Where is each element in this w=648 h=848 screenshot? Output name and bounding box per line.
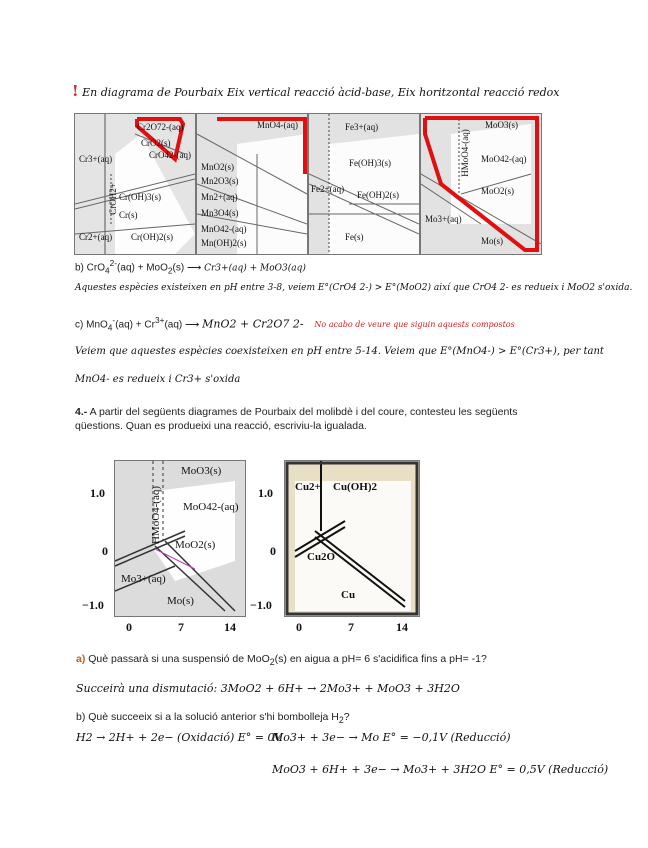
label-cr-s: Cr(s) [119,210,138,220]
question-a-sub: 2 [269,657,275,668]
label-hmoo4: HMoO4-(aq) [459,129,470,177]
part-c-label: c) MnO [75,319,108,331]
label-mo-s: Mo(s) [481,236,503,246]
question-a-label: a) [76,653,86,665]
label-cr2: Cr2+(aq) [79,232,113,242]
part-b-rest2: (s) ⟶ [172,262,202,274]
mid-label-cu2o: Cu2O [307,551,336,563]
part-c-sub1: 4 [107,322,113,333]
label-moo2: MoO2(s) [481,186,514,196]
chromium-pourbaix [74,113,196,255]
cu-xtick-0: 0 [296,620,302,634]
label-cr3: Cr3+(aq) [79,154,113,164]
label-mo3: Mo3+(aq) [425,214,462,224]
mid-label-mo-s: Mo(s) [167,595,194,607]
iron-pourbaix [308,113,420,255]
question-a-answer: Succeirà una dismutació: 3MoO2 + 6H+ → 2Mo3+ + MoO3 + 3H2O [76,682,460,695]
part-b-answer: Aquestes espècies existeixen en pH entre 3-8, veiem E°(CrO4 2-) > E°(MoO2) així que CrO4 2- es redueix i MoO2 s'oxida. [75,283,633,293]
mid-label-cu: Cu [341,589,356,601]
molybdenum-pourbaix [420,113,542,255]
label-mno2: MnO2(s) [201,162,234,172]
label-mnoh2: Mn(OH)2(s) [201,238,247,248]
question-a [76,653,487,667]
top-diagrams [74,113,542,255]
question-b-sub: 2 [338,715,344,726]
label-moo42: MoO42-(aq) [481,154,527,164]
label-croh3: Cr(OH)3(s) [119,192,161,202]
cu-xtick-14: 14 [396,620,408,634]
part-c-products: MnO2 + Cr2O7 2- [202,317,304,331]
part-b-label: b) CrO [75,262,105,274]
question-a-text: Què passarà si una suspensió de MoO [88,653,270,665]
mo-pourbaix [114,460,246,617]
part-b-reaction [75,258,306,275]
mid-label-cu2: Cu2+ [295,481,321,493]
label-feoh2: Fe(OH)2(s) [357,190,399,200]
question-b-text: Què succeeix si a la solució anterior s'hi bombolleja H [88,711,339,723]
part-b-sub2: 2 [167,265,173,276]
question-b-line2: MoO3 + 6H+ + 3e− → Mo3+ + 3H2O E° = 0,5V (Reducció) [272,763,609,776]
part-b-sup1: 2- [109,258,118,268]
label-fe3: Fe3+(aq) [345,122,379,132]
part-c-answer-line2: MnO4- es redueix i Cr3+ s'oxida [75,374,241,385]
mid-label-moo42: MoO42-(aq) [183,501,239,513]
mid-label-moo2: MoO2(s) [175,539,216,551]
label-fe-s: Fe(s) [345,232,364,242]
question4-text1: A partir del següents diagrames de Pourbaix del molibdè i del coure, contesteu les següents [89,406,518,418]
mo-ytick-1: 1.0 [90,486,105,500]
cu-ytick-1: 1.0 [258,486,273,500]
question-b [76,711,350,725]
part-b-sub1: 4 [105,265,110,276]
label-mno42: MnO42-(aq) [201,224,247,234]
part-c-note: No acabo de veure que siguin aquests compostos [314,320,515,330]
label-mn3o4: Mn3O4(s) [201,208,239,218]
part-c-reaction [75,315,515,332]
label-cr2o7: Cr2O72-(aq) [137,122,184,132]
label-moo3: MoO3(s) [485,120,518,130]
question4-line2: qüestions. Quan es produeixi una reacció, escriviu-la igualada. [75,420,367,432]
part-c-sup2: 3+ [154,315,165,325]
question-a-text2: (s) en aigua a pH= 6 s'acidifica fins a pH= -1? [274,653,487,665]
mo-xtick-14: 14 [224,620,236,634]
mid-label-hmoo4: HMoO4-(aq) [150,485,163,545]
label-feoh3: Fe(OH)3(s) [349,158,391,168]
question-b-text2: ? [343,711,350,723]
label-mn2o3: Mn2O3(s) [201,176,239,186]
part-b-rest: (aq) + MoO [117,262,168,274]
mid-label-moo3: MoO3(s) [181,465,222,477]
question-b-label: b) [76,711,86,723]
label-cro4: CrO42-(aq) [149,150,191,160]
cu-ytick-0: 0 [270,544,276,558]
cu-ytick-m1: −1.0 [250,598,272,612]
label-fe2: Fe2+(aq) [311,184,345,194]
manganese-pourbaix [196,113,308,255]
question-b-line1b: Mo3+ + 3e− → Mo E° = −0,1V (Reducció) [272,731,511,744]
label-mno4: MnO4-(aq) [257,120,298,130]
mo-ytick-0: 0 [102,544,108,558]
question4-number: 4.- [75,406,88,418]
label-mn2: Mn2+(aq) [201,192,238,202]
cu-pourbaix [284,460,420,617]
part-c-answer-line1: Veiem que aquestes espècies coexisteixen en pH entre 5-14. Veiem que E°(MnO4-) > E°(Cr3+), per tant [75,346,604,357]
mo-xtick-0: 0 [126,620,132,634]
mid-label-cuoh2: Cu(OH)2 [333,481,377,493]
mo-xtick-7: 7 [178,620,184,634]
exclamation-mark: ! [72,82,79,100]
question4-line1 [75,406,517,418]
mo-ytick-m1: −1.0 [82,598,104,612]
question-b-line1a: H2 → 2H+ + 2e− (Oxidació) E° = 0V [76,731,283,744]
cu-xtick-7: 7 [348,620,354,634]
label-cro2: CrO2(s) [141,138,171,148]
part-b-products: Cr3+(aq) + MoO3(aq) [204,263,306,274]
label-croh2s: Cr(OH)2(s) [131,232,173,242]
part-c-sup1: - [112,315,116,325]
mid-label-mo3: Mo3+(aq) [121,573,166,585]
intro-line [72,82,559,100]
mid-diagrams [78,452,418,637]
part-c-rest2: (aq) ⟶ [164,319,200,331]
intro-text: En diagrama de Pourbaix Eix vertical reacció àcid-base, Eix horitzontal reacció redox [82,86,560,99]
part-c-rest: (aq) + Cr [115,319,155,331]
label-croh2: CrOH2+ [107,183,118,215]
